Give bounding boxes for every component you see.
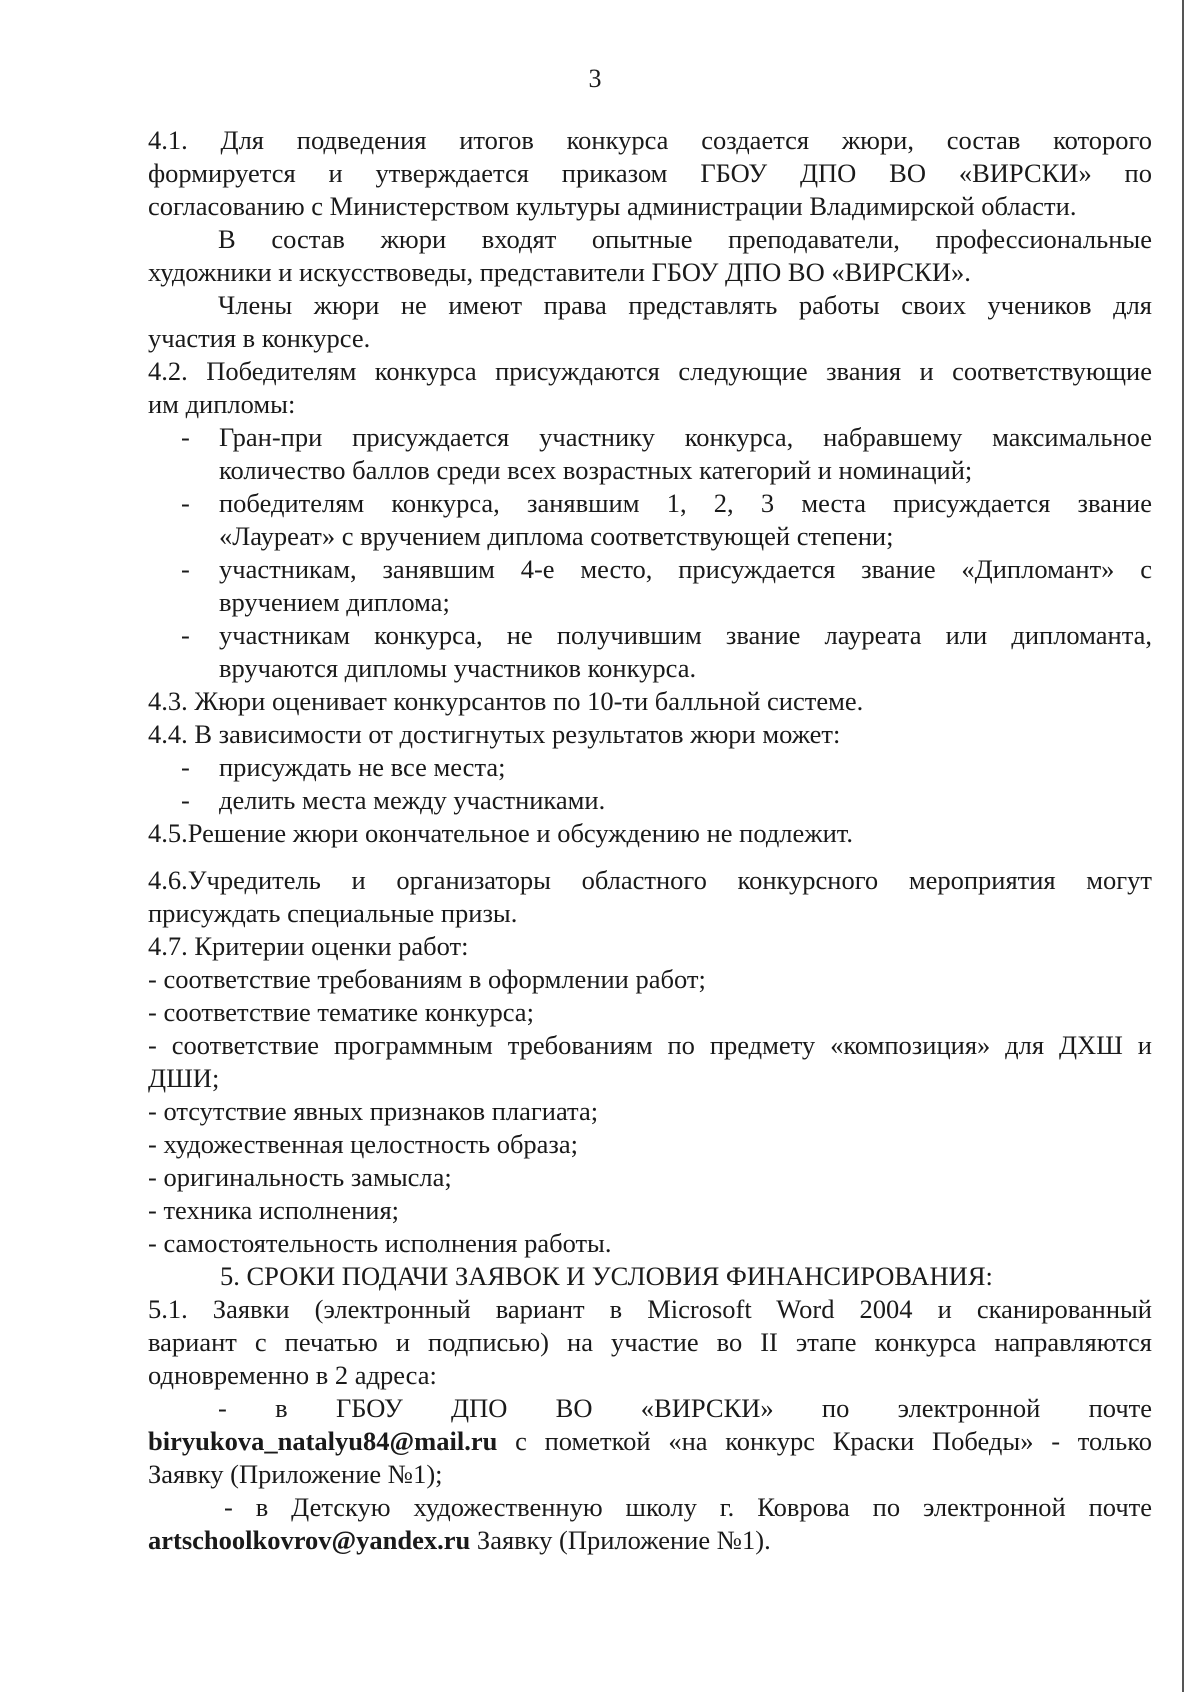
paragraph-jury-members-line-2: участия в конкурсе. <box>148 323 371 353</box>
criteria-item: - соответствие программным требованиям по предмету «композиция» для ДХШ и <box>148 1030 1152 1060</box>
criteria-item: - отсутствие явных признаков плагиата; <box>148 1096 599 1126</box>
list-item-line: «Лауреат» с вручением диплома соответствующей степени; <box>219 521 894 551</box>
page-edge-line <box>1182 0 1184 1692</box>
address-2-line-1: - в Детскую художественную школу г. Коврова по электронной почте <box>224 1492 1152 1522</box>
paragraph-4-7: 4.7. Критерии оценки работ: <box>148 931 469 961</box>
paragraph-5-1-line-3: одновременно в 2 адреса: <box>148 1360 437 1390</box>
email-link-artschool[interactable]: artschoolkovrov@yandex.ru <box>148 1525 471 1555</box>
email-link-biryukova[interactable]: biryukova_natalyu84@mail.ru <box>148 1426 498 1456</box>
paragraph-jury-members-line-1: Члены жюри не имеют права представлять работы своих учеников для <box>218 290 1152 320</box>
list-item <box>219 487 1152 553</box>
paragraph-4-5: 4.5.Решение жюри окончательное и обсуждению не подлежит. <box>148 818 853 848</box>
paragraph-4-2-line-1: 4.2. Победителям конкурса присуждаются следующие звания и соответствующие <box>148 356 1152 386</box>
paragraph-jury-composition-line-1: В состав жюри входят опытные преподаватели, профессиональные <box>218 224 1152 254</box>
list-item: - присуждать не все места; <box>219 751 1152 784</box>
address-1-note: с пометкой «на конкурс Краски Победы» - только <box>497 1426 1152 1456</box>
list-item-line: - Гран-при присуждается участнику конкурса, набравшему максимальное <box>219 422 1152 452</box>
address-1-line-2 <box>148 1425 1152 1458</box>
list-item-line: количество баллов среди всех возрастных категорий и номинаций; <box>219 455 973 485</box>
list-item-line: - победителям конкурса, занявшим 1, 2, 3 места присуждается звание <box>219 488 1152 518</box>
criteria-item: - соответствие тематике конкурса; <box>148 997 534 1027</box>
address-1-line-1: - в ГБОУ ДПО ВО «ВИРСКИ» по электронной почте <box>218 1393 1152 1423</box>
paragraph-4-3: 4.3. Жюри оценивает конкурсантов по 10-ти балльной системе. <box>148 686 864 716</box>
paragraph-4-1-line-3: согласованию с Министерством культуры администрации Владимирской области. <box>148 191 1077 221</box>
criteria-item: - оригинальность замысла; <box>148 1162 452 1192</box>
criteria-item: - соответствие требованиям в оформлении работ; <box>148 964 706 994</box>
list-item-line: - участникам, занявшим 4-е место, присуждается звание «Дипломант» с <box>219 554 1152 584</box>
paragraph-5-1-line-2: вариант с печатью и подписью) на участие во II этапе конкурса направляются <box>148 1327 1152 1357</box>
page-number: 3 <box>588 64 602 93</box>
list-item-line: вручаются дипломы участников конкурса. <box>219 653 697 683</box>
paragraph-4-6-line-2: присуждать специальные призы. <box>148 898 518 928</box>
document-body <box>148 124 1152 1557</box>
address-2-note: Заявку (Приложение №1). <box>470 1525 771 1555</box>
list-item <box>219 553 1152 619</box>
list-item-line: вручением диплома; <box>219 587 450 617</box>
criteria-item: - самостоятельность исполнения работы. <box>148 1228 612 1258</box>
paragraph-jury-composition-line-2: художники и искусствоведы, представители ГБОУ ДПО ВО «ВИРСКИ». <box>148 257 971 287</box>
criteria-item: ДШИ; <box>148 1063 220 1093</box>
section-5-heading: 5. СРОКИ ПОДАЧИ ЗАЯВОК И УСЛОВИЯ ФИНАНСИРОВАНИЯ: <box>220 1261 993 1291</box>
paragraph-4-1-line-2: формируется и утверждается приказом ГБОУ ДПО ВО «ВИРСКИ» по <box>148 158 1152 188</box>
paragraph-4-4: 4.4. В зависимости от достигнутых результатов жюри может: <box>148 719 841 749</box>
paragraph-4-2-line-2: им дипломы: <box>148 389 296 419</box>
address-2-line-2 <box>148 1524 1152 1557</box>
address-1-line-3: Заявку (Приложение №1); <box>148 1459 443 1489</box>
criteria-item: - художественная целостность образа; <box>148 1129 579 1159</box>
list-item: - делить места между участниками. <box>219 784 1152 817</box>
list-item <box>219 619 1152 685</box>
awards-list <box>148 421 1152 685</box>
list-item-line: - участникам конкурса, не получившим звание лауреата или дипломанта, <box>219 620 1152 650</box>
criteria-item: - техника исполнения; <box>148 1195 400 1225</box>
jury-powers-list <box>148 751 1152 817</box>
list-item <box>219 421 1152 487</box>
paragraph-5-1-line-1: 5.1. Заявки (электронный вариант в Microsoft Word 2004 и сканированный <box>148 1294 1152 1324</box>
paragraph-4-1-line-1: 4.1. Для подведения итогов конкурса создается жюри, состав которого <box>148 125 1152 155</box>
paragraph-4-6-line-1: 4.6.Учредитель и организаторы областного конкурсного мероприятия могут <box>148 865 1152 895</box>
